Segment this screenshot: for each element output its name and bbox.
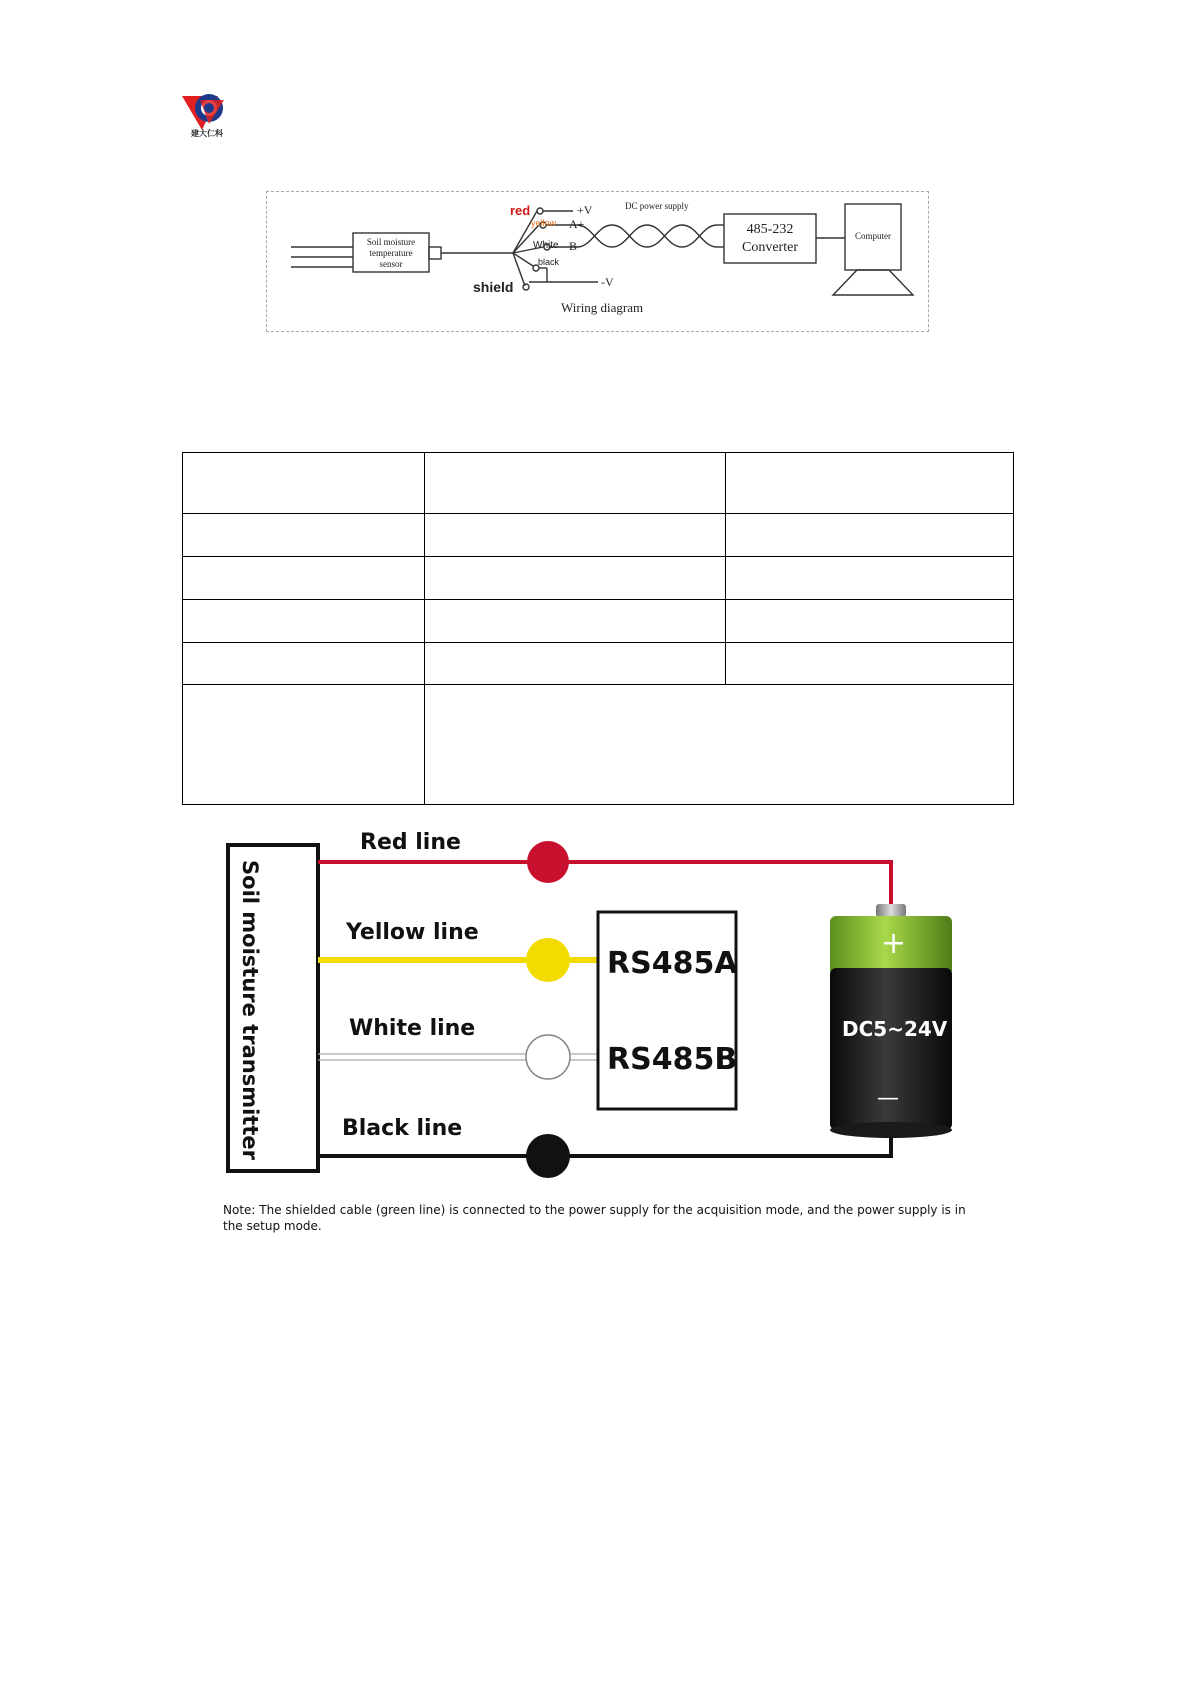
spec-table: [182, 452, 1014, 805]
white-line-label: White line: [349, 1016, 476, 1041]
table-row: [183, 453, 1014, 514]
table-cell: [726, 514, 1014, 557]
red-terminal: [527, 841, 569, 883]
table-cell: [425, 514, 726, 557]
wiring-diagram-caption: Wiring diagram: [561, 300, 644, 315]
table-cell: [425, 643, 726, 685]
table-cell: [183, 685, 425, 805]
table-row: [183, 514, 1014, 557]
rs485-box: [598, 912, 736, 1109]
table-row: [183, 685, 1014, 805]
yellow-line-label: Yellow line: [346, 920, 479, 945]
rs485b-label: RS485B: [607, 1042, 738, 1077]
logo-caption: 建大仁科: [191, 128, 223, 138]
converter-label-line: 485-232: [746, 222, 794, 237]
table-cell: [183, 557, 425, 600]
wire-label-red: red: [510, 203, 531, 218]
red-wire: [318, 862, 891, 906]
black-terminal: [526, 1134, 570, 1178]
wire-label-black: black: [538, 257, 560, 267]
terminal-b-minus: B-: [569, 239, 581, 253]
sensor-label-line: Soil moisture: [366, 237, 416, 247]
wire-label-shield: shield: [473, 279, 514, 295]
sensor-label-line: sensor: [379, 259, 403, 269]
sensor-label-line: temperature: [369, 248, 413, 258]
wiring-diagram: [266, 191, 929, 332]
converter-label-line: Converter: [742, 240, 798, 255]
connection-diagram-graphic: [210, 828, 980, 1258]
table-cell: [183, 643, 425, 685]
black-line-label: Black line: [342, 1116, 463, 1141]
rs485a-label: RS485A: [607, 946, 738, 981]
yellow-terminal: [526, 938, 570, 982]
terminal-minus-v: -V: [601, 275, 614, 289]
table-cell: [183, 453, 425, 514]
table-cell: [726, 643, 1014, 685]
battery-minus: —: [877, 1086, 899, 1111]
battery-voltage: DC5~24V: [842, 1017, 948, 1041]
shielded-cable-note: Note: The shielded cable (green line) is connected to the power supply for the acquisition mode, and the power supply is in the setup mode.: [223, 1203, 966, 1233]
red-line-label: Red line: [360, 830, 461, 855]
wire-label-yellow: yellow: [531, 218, 557, 228]
terminal-a-plus: A+: [569, 217, 585, 231]
table-cell: [726, 453, 1014, 514]
transmitter-label-text: Soil moisture transmitter: [238, 860, 262, 1160]
table-cell: [726, 557, 1014, 600]
table-cell: [183, 514, 425, 557]
table-cell: [726, 600, 1014, 643]
white-terminal: [526, 1035, 570, 1079]
battery-plus: +: [881, 926, 907, 961]
transmitter-label: [228, 860, 272, 1160]
dc-power-supply-label: DC power supply: [625, 201, 689, 211]
table-cell: [183, 600, 425, 643]
table-row: [183, 643, 1014, 685]
table-cell: [425, 600, 726, 643]
table-cell: [425, 685, 1014, 805]
computer-label: Computer: [855, 231, 891, 241]
table-cell: [425, 557, 726, 600]
wire-label-white: White: [533, 240, 559, 251]
connection-diagram: [210, 828, 980, 1258]
terminal-plus-v: +V: [577, 203, 593, 217]
table-row: [183, 557, 1014, 600]
table-cell: [425, 453, 726, 514]
table-row: [183, 600, 1014, 643]
